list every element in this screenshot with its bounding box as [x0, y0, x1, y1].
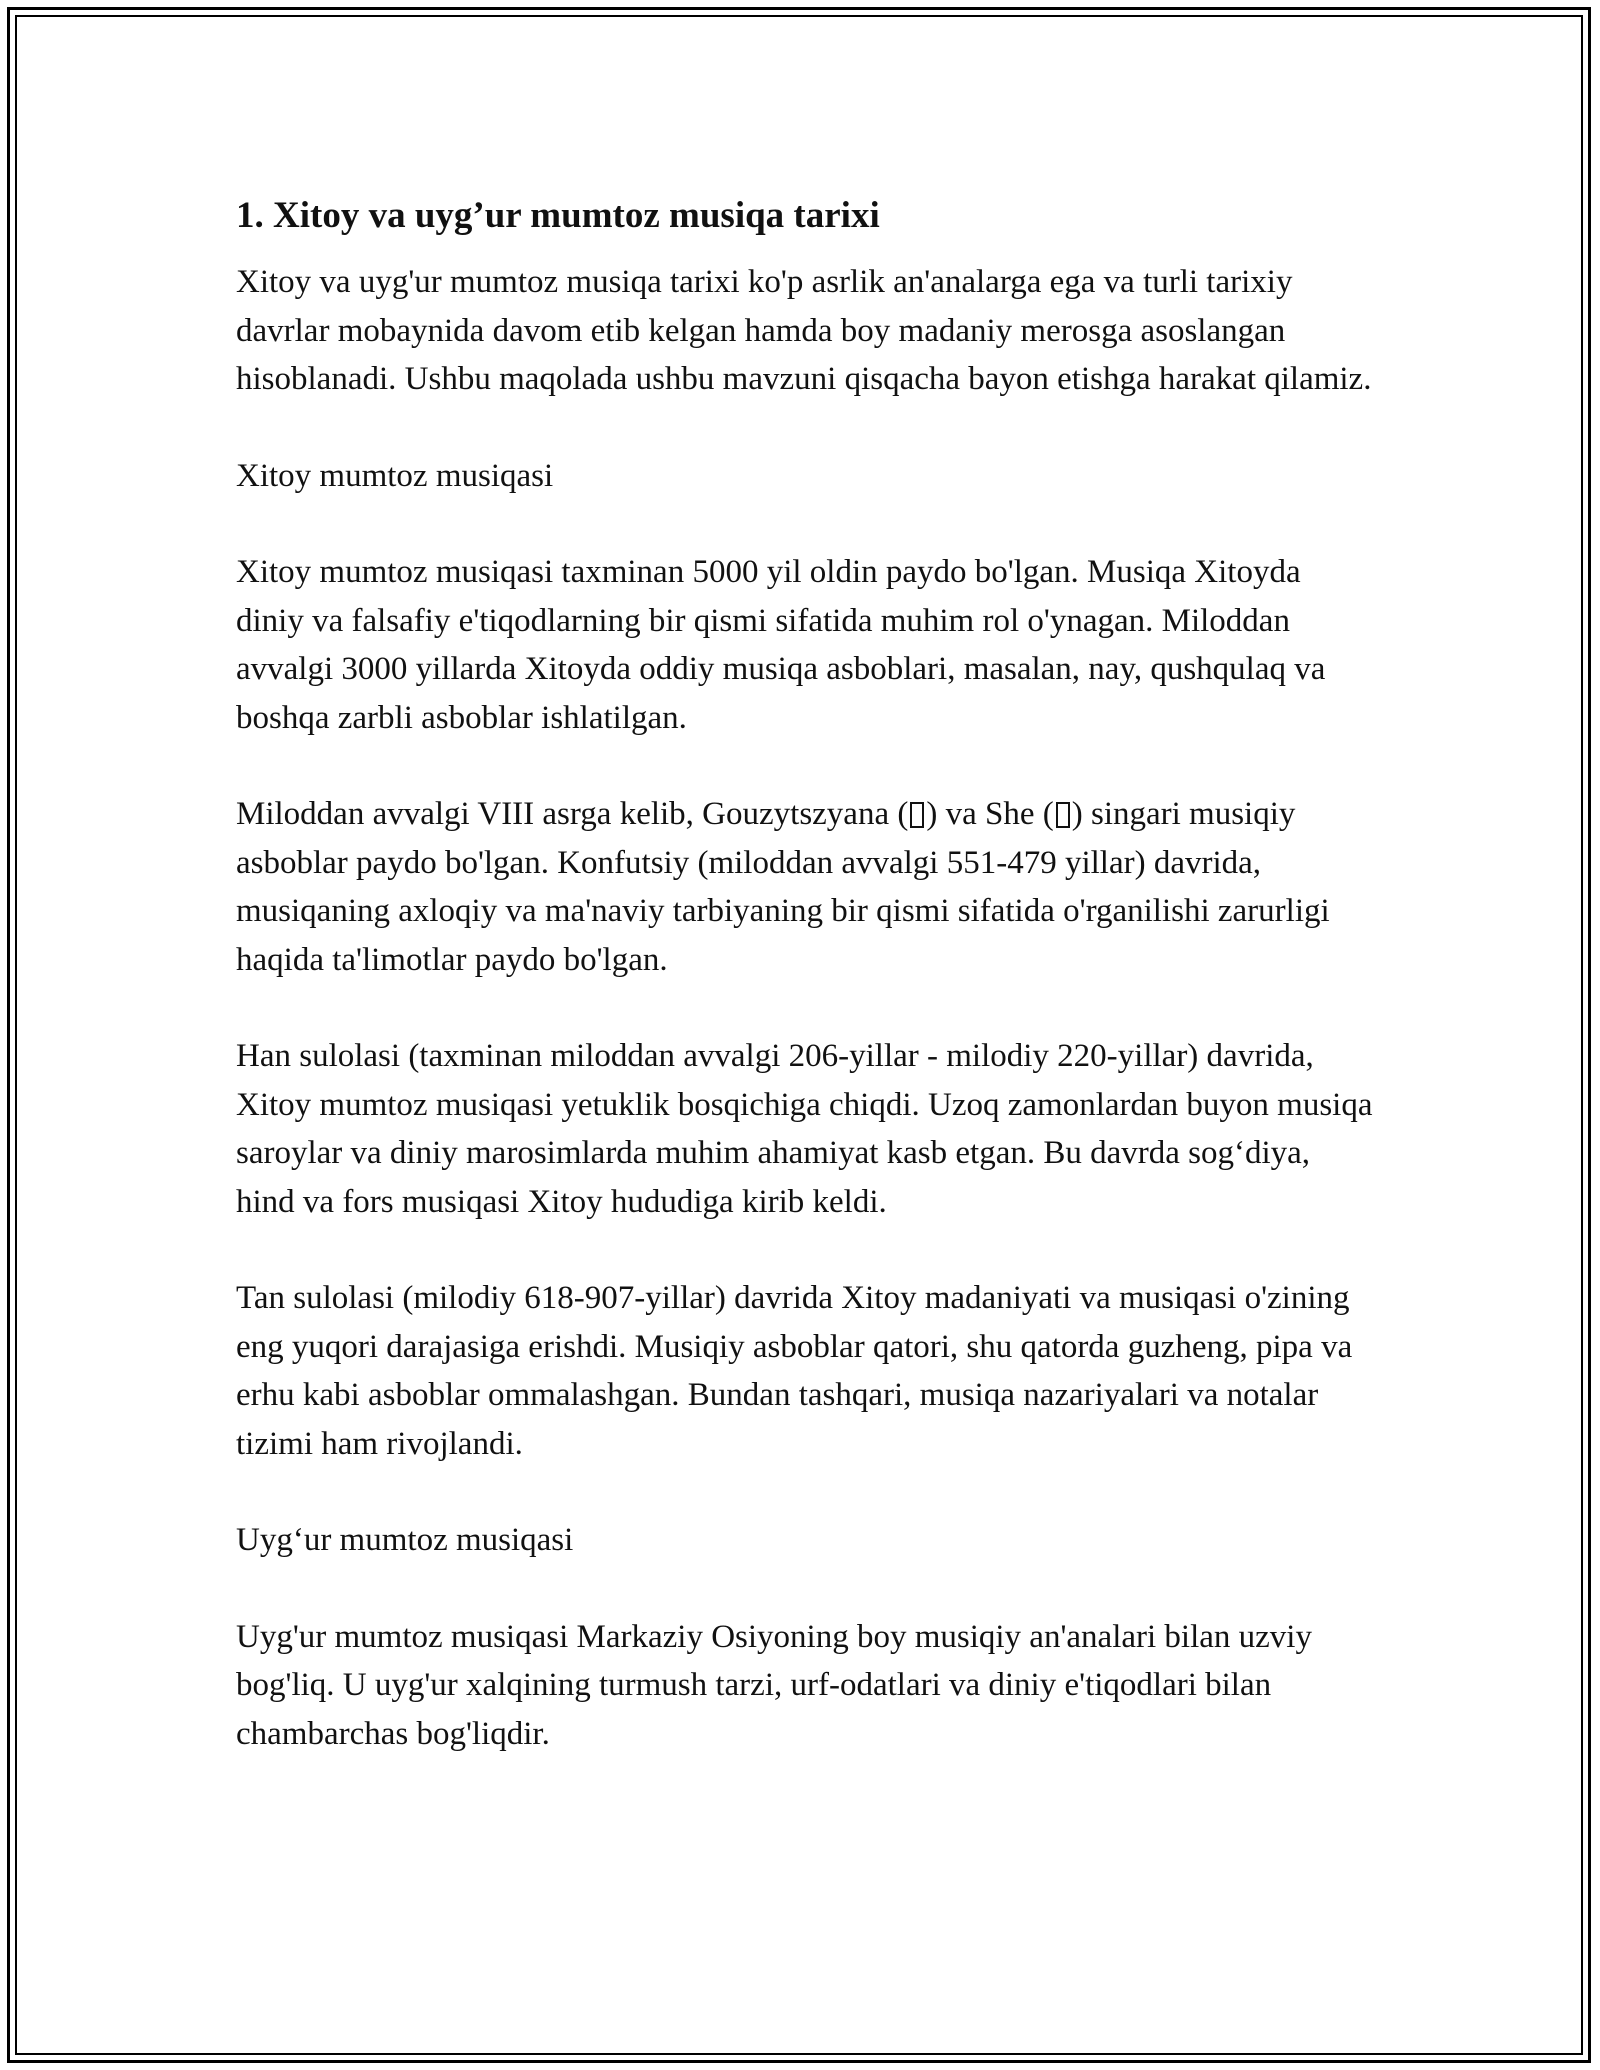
chinese-paragraph-2-part-b: ) va She (	[926, 796, 1054, 832]
chinese-paragraph-4: Tan sulolasi (milodiy 618-907-yillar) davrida Xitoy madaniyati va musiqasi o'zining eng yuqori darajasiga erishdi. Musiqiy asboblar qatori, shu qatorda guzheng, pipa va erhu kabi asboblar ommalashgan. Bundan tashqari, musiqa nazariyalari va notalar tizimi ham rivojlandi.	[236, 1280, 1353, 1462]
chinese-paragraph-2-part-a: Miloddan avvalgi VIII asrga kelib, Gouzytszyana (	[236, 796, 909, 832]
document-body	[236, 186, 1376, 1806]
chinese-paragraph-3: Han sulolasi (taxminan miloddan avvalgi 206-yillar - milodiy 220-yillar) davrida, Xitoy mumtoz musiqasi yetuklik bosqichiga chiqdi. Uzoq zamonlardan buyon musiqa saroylar va diniy marosimlarda muhim ahamiyat kasb etgan. Bu davrda sog‘diya, hind va fors musiqasi Xitoy hududiga kirib keldi.	[236, 1038, 1373, 1220]
uyghur-section-title: Uyg‘ur mumtoz musiqasi	[236, 1522, 574, 1558]
chinese-paragraph-1: Xitoy mumtoz musiqasi taxminan 5000 yil oldin paydo bo'lgan. Musiqa Xitoyda diniy va falsafiy e'tiqodlarning bir qismi sifatida muhim rol o'ynagan. Miloddan avvalgi 3000 yillarda Xitoyda oddiy musiqa asboblari, masalan, nay, qushqulaq va boshqa zarbli asboblar ishlatilgan.	[236, 554, 1326, 736]
missing-glyph-icon	[1056, 802, 1070, 828]
missing-glyph-icon	[910, 802, 924, 828]
document-heading: 1. Xitoy va uyg’ur mumtoz musiqa tarixi	[236, 195, 880, 236]
uyghur-paragraph-1: Uyg'ur mumtoz musiqasi Markaziy Osiyoning boy musiqiy an'analari bilan uzviy bog'liq. U uyg'ur xalqining turmush tarzi, urf-odatlari va diniy e'tiqodlari bilan chambarchas bog'liqdir.	[236, 1618, 1312, 1752]
intro-paragraph: Xitoy va uyg'ur mumtoz musiqa tarixi ko'p asrlik an'analarga ega va turli tarixiy davrlar mobaynida davom etib kelgan hamda boy madaniy merosga asoslangan hisoblanadi. Ushbu maqolada ushbu mavzuni qisqacha bayon etishga harakat qilamiz.	[236, 264, 1372, 397]
chinese-section-title: Xitoy mumtoz musiqasi	[236, 457, 554, 494]
chinese-paragraph-2-part-c: ) singari musiqiy asboblar paydo bo'lgan. Konfutsiy (miloddan avvalgi 551-479 yillar) davrida, musiqaning axloqiy va ma'naviy tarbiyaning bir qismi sifatida o'rganilishi zarurligi haqida ta'limotlar paydo bo'lgan.	[236, 796, 1330, 978]
chinese-paragraph-2	[236, 790, 1376, 984]
